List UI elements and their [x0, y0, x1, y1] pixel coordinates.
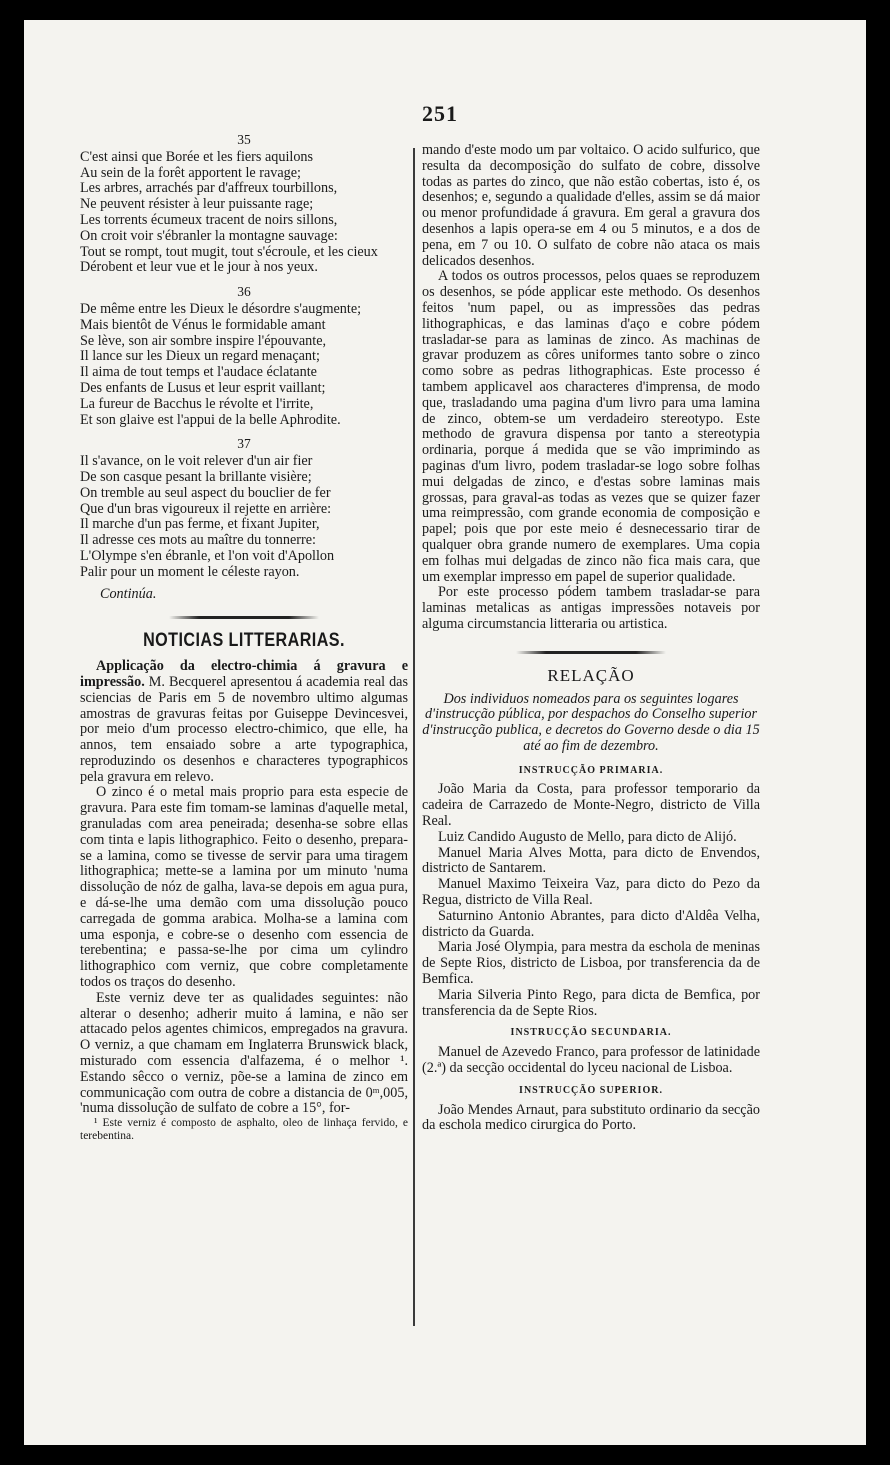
stanza-36 [80, 284, 408, 428]
stanza-35 [80, 132, 408, 276]
article-paragraph: mando d'este modo um par voltaico. O acido sulfurico, que resulta da decomposição do sulfato de cobre, dissolve todas as partes do zinco, que não estão cobertas, isto é, os desenhos; e, segundo a qualidade d'elles, assim se dá maior ou menor profundidade á gravura. Em geral a gravura dos desenhos a lapis opera-se em 4 ou 5 minutos, e a dos de pena, em 7 ou 10. O sulfato de cobre não ataca os mais delicados desenhos. [422, 142, 760, 269]
section-title: NOTICIAS LITTERARIAS. [143, 630, 345, 652]
right-column [422, 143, 760, 1134]
verse-line: Des enfants de Lusus et leur esprit vaillant; [80, 379, 326, 396]
verse-line: C'est ainsi que Borée et les fiers aquilons [80, 148, 314, 165]
article-text: M. Becquerel apresentou á academia real das sciencias de Paris em 5 de novembro ultimo algumas amostras de gravuras feitas por Guiseppe Devincesvei, por meio d'um processo electro-chimico, que elle, ha annos, tem ensaiado sobre a arte typographica, reproduzindo os desenhos e characteres typographicos pela gravura em relevo. [80, 673, 408, 785]
verse-line: Que d'un bras vigoureux il rejette en arrière: [80, 500, 332, 517]
appointment-entry: João Maria da Costa, para professor temporario da cadeira de Carrazedo de Monte-Negro, districto de Villa Real. [422, 781, 760, 830]
appointment-entry: Maria Silveria Pinto Rego, para dicta de Bemfica, por transferencia da de Septe Rios. [422, 986, 760, 1019]
verse-line: Ne peuvent résister à leur puissante rage; [80, 196, 314, 213]
verse-lines [80, 454, 408, 580]
section-divider [516, 651, 666, 654]
stanza-number: 35 [237, 132, 251, 147]
verse-line: Palir pour un moment le céleste rayon. [80, 563, 300, 580]
article-paragraph: Por este processo pódem tambem trasladar-se para laminas metalicas as antigas impressões notaveis por alguma circumstancia litteraria ou artistica. [422, 584, 760, 632]
verse-line: On croit voir s'ébranler la montagne sauvage: [80, 227, 338, 244]
verse-line: Il marche d'un pas ferme, et fixant Jupiter, [80, 516, 320, 533]
verse-line: La fureur de Bacchus le révolte et l'irrite, [80, 395, 314, 412]
verse-line: Se lève, son air sombre inspire l'épouvante, [80, 332, 327, 349]
column-divider [413, 148, 415, 1326]
verse-line: Les arbres, arrachés par d'affreux tourbillons, [80, 180, 338, 197]
stanza-number: 36 [237, 284, 251, 300]
appointment-entry: Luiz Candido Augusto de Mello, para dicto de Alijó. [438, 828, 737, 845]
verse-lines [80, 302, 408, 428]
group-heading-primaria: INSTRUCÇÃO PRIMARIA. [518, 764, 664, 776]
article-lead: Applicação da electro-chimia á gravura e impressão. [80, 658, 408, 690]
group-heading-secundaria: INSTRUCÇÃO SECUNDARIA. [510, 1027, 672, 1039]
article-paragraph [80, 659, 408, 785]
appointment-entry: Manuel Maximo Teixeira Vaz, para dicto do Pezo da Regua, districto de Villa Real. [422, 876, 760, 909]
verse-line: Mais bientôt de Vénus le formidable amant [80, 316, 326, 333]
appointment-entry: Manuel de Azevedo Franco, para professor de latinidade (2.ª) da secção occidental do lyceu nacional de Lisboa. [422, 1044, 760, 1077]
verse-line: De son casque pesant la brillante visière; [80, 468, 312, 485]
appointment-entry: Manuel Maria Alves Motta, para dicto de Envendos, districto de Santarem. [422, 844, 760, 877]
article-paragraph: A todos os outros processos, pelos quaes se reproduzem os desenhos, se póde applicar este methodo. Os desenhos feitos 'num papel, ou as impressões das pedras lithographicas, e das laminas d'aço e cobre pódem trasladar-se para as laminas de zinco. As machinas de gravar produzem as côres uniformes tanto sobre o zinco como sobre as pedras lithographicas. Este processo é tambem applicavel aos characteres d'imprensa, de modo que, trasladando uma pagina d'um livro para uma lamina de zinco, obtem-se um verdadeiro stereotypo. Este methodo de gravura dispensa por tanto a stereotypia ordinaria, porque á medida que se vão imprimindo as paginas d'um livro, podem trasladar-se logo sobre folhas mui delgadas de zinco, e d'estas sobre laminas mais grossas, para graval-as todas as vezes que se quizer fazer uma reimpressão, com grande economia de composição e papel; pois que por este meio é desnecessario tirar de qualquer obra grande numero de exemplares. Uma copia em folhas mui delgadas de zinco não fica mais cara, que um exemplar impresso em papel de superior qualidade. [422, 268, 760, 585]
verse-line: Dérobent et leur vue et le jour à nos yeux. [80, 259, 318, 276]
section-divider [169, 616, 319, 619]
verse-line: Et son glaive est l'appui de la belle Aphrodite. [80, 411, 341, 428]
stanza-number: 37 [237, 436, 251, 452]
page-number: 251 [422, 101, 458, 126]
relacao-intro: Dos individuos nomeados para os seguintes logares d'instrucção pública, por despachos do Conselho superior d'instrucção publica, e decretos do Governo desde o dia 15 até ao fim de dezembro. [422, 690, 760, 754]
group-heading-superior: INSTRUCÇÃO SUPERIOR. [519, 1084, 663, 1096]
article-paragraph: O zinco é o metal mais proprio para esta especie de gravura. Para este fim tomam-se laminas d'aquelle metal, granuladas com area peneirada; desenha-se sobre ellas com tinta e lapis lithographico. Feito o desenho, prepara-se a lamina, como se tivesse de servir para uma tiragem lithographica; mette-se a lamina por um minuto 'numa dissolução de nóz de galha, lava-se depois em agua pura, e dá-se-lhe uma demão com uma dissolução pouco carregada de gomma arabica. Molha-se a lamina com uma esponja, e cobre-se o desenho com essencia de terebentina; e passa-se-lhe por cima um cylindro lithographico com verniz, que cobre completamente todos os traços do desenho. [80, 784, 408, 991]
verse-line: Il s'avance, on le voit relever d'un air fier [80, 453, 313, 470]
footnote: ¹ Este verniz é composto de asphalto, oleo de linhaça fervido, e terebentina. [80, 1117, 408, 1143]
continua-note: Continúa. [100, 585, 157, 602]
appointment-entry: João Mendes Arnaut, para substituto ordinario da secção da eschola medico cirurgica do Porto. [422, 1101, 760, 1134]
article-paragraph: Este verniz deve ter as qualidades seguintes: não alterar o desenho; adherir muito á lamina, e não ser attacado pelos agentes chimicos, empregados na gravura. O verniz, a que chamam em Inglaterra Brunswick black, misturado com essencia d'alfazema, é o melhor ¹. Estando sêcco o verniz, põe-se a lamina de zinco em communicação com outra de cobre a distancia de 0ᵐ,005, 'numa dissolução de sulfato de cobre a 15°, for- [80, 989, 408, 1117]
verse-line: Tout se rompt, tout mugit, tout s'écroule, et les cieux [80, 243, 378, 260]
verse-line: L'Olympe s'en ébranle, et l'on voit d'Apollon [80, 547, 335, 564]
verse-line: De même entre les Dieux le désordre s'augmente; [80, 300, 362, 317]
appointment-entry: Saturnino Antonio Abrantes, para dicto d'Aldêa Velha, districto da Guarda. [422, 907, 760, 940]
left-column [80, 132, 408, 1143]
verse-line: Les torrents écumeux tracent de noirs sillons, [80, 211, 338, 228]
verse-line: Il adresse ces mots au maître du tonnerre: [80, 532, 316, 549]
stanza-37 [80, 436, 408, 580]
relacao-title: RELAÇÃO [547, 665, 635, 685]
verse-line: Au sein de la forêt apportent le ravage; [80, 164, 301, 181]
verse-line: Il lance sur les Dieux un regard menaçant; [80, 348, 320, 365]
verse-lines [80, 150, 408, 276]
newspaper-page [24, 20, 866, 1445]
verse-line: Il aima de tout temps et l'audace éclatante [80, 364, 317, 381]
verse-line: On tremble au seul aspect du bouclier de fer [80, 484, 331, 501]
appointment-entry: Maria José Olympia, para mestra da eschola de meninas de Septe Rios, districto de Lisboa, por transferencia da de Bemfica. [422, 939, 760, 988]
